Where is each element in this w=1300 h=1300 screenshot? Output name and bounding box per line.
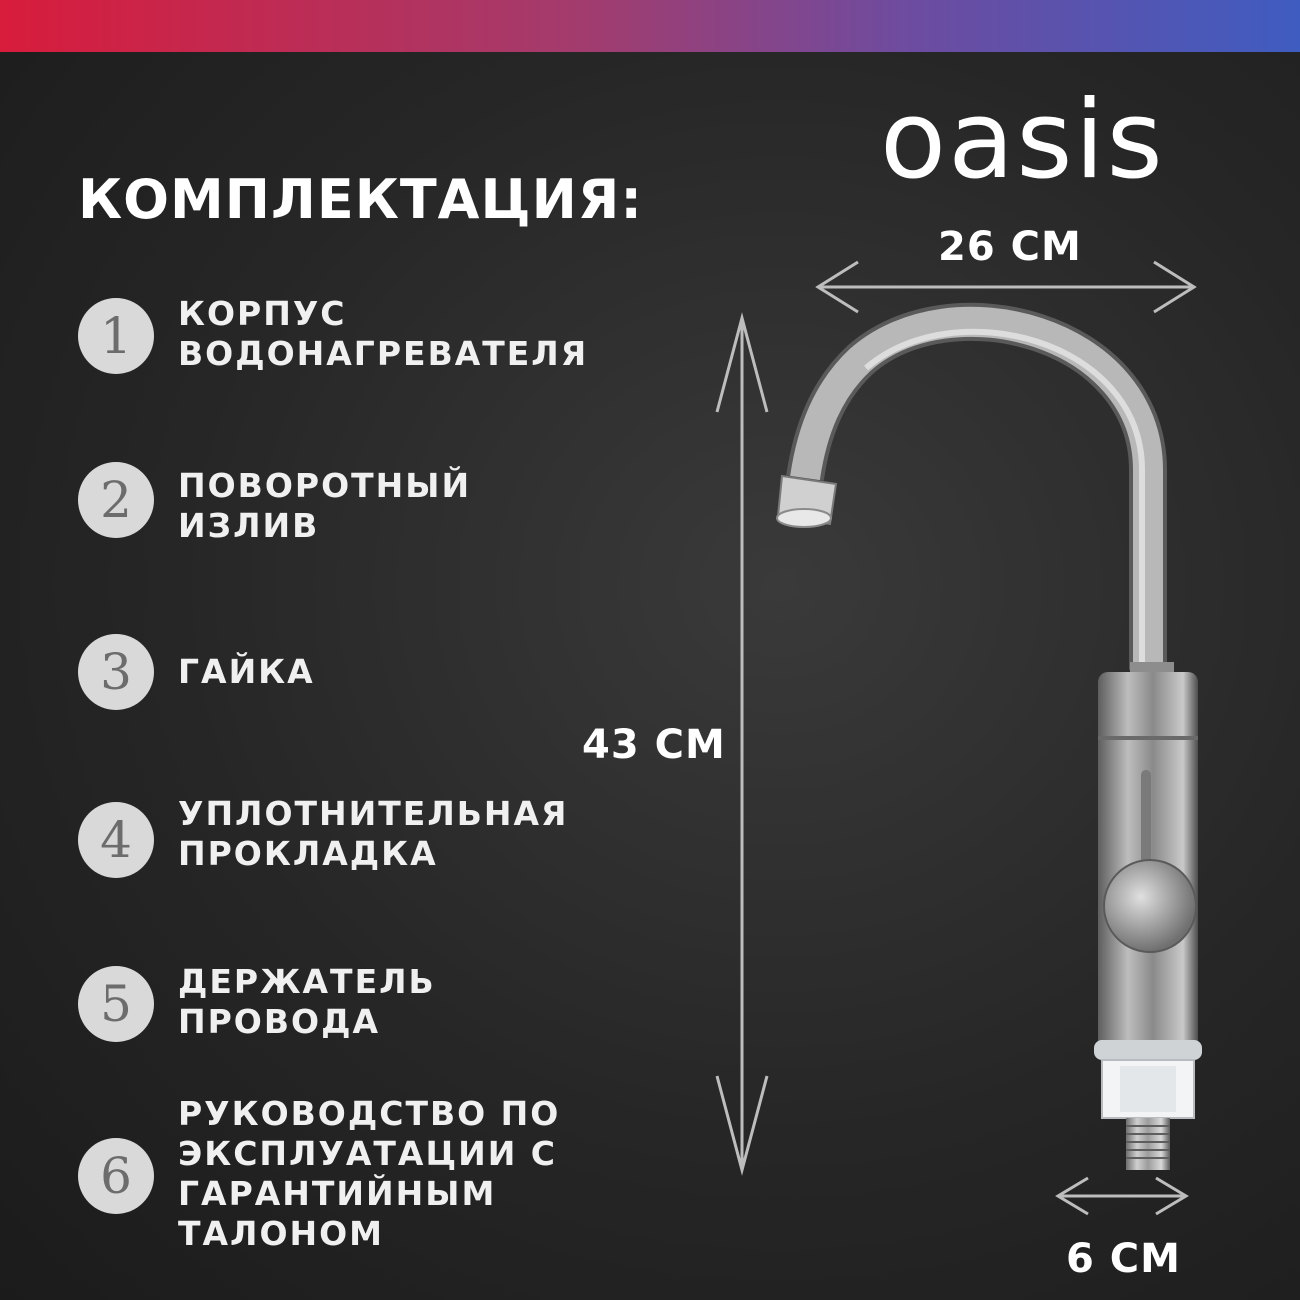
item-label: РУКОВОДСТВО ПО ЭКСПЛУАТАЦИИ С ГАРАНТИЙНЫМ ТАЛОНОМ	[178, 1094, 561, 1253]
item-number-badge: 4	[78, 802, 154, 878]
swivel-spout	[777, 322, 1148, 670]
base-dimension-label: 6 СМ	[1066, 1236, 1181, 1282]
height-dimension-label: 43 СМ	[582, 722, 726, 768]
fastening-nut	[1102, 1060, 1194, 1118]
item-label: ПОВОРОТНЫЙ ИЗЛИВ	[178, 466, 472, 545]
item-number-badge: 3	[78, 634, 154, 710]
item-number-badge: 5	[78, 966, 154, 1042]
item-label: ГАЙКА	[178, 652, 315, 691]
width-dimension-label: 26 СМ	[938, 224, 1082, 270]
item-label: ДЕРЖАТЕЛЬ ПРОВОДА	[178, 962, 436, 1041]
base-dimension-arrow	[1058, 1178, 1186, 1214]
item-number-badge: 1	[78, 298, 154, 374]
oasis-logo: oasis	[880, 78, 1165, 203]
threaded-connector	[1126, 1118, 1170, 1170]
heater-body	[1094, 662, 1202, 1060]
page-title: КОМПЛЕКТАЦИЯ:	[78, 168, 643, 231]
item-number-badge: 2	[78, 462, 154, 538]
item-label: КОРПУС ВОДОНАГРЕВАТЕЛЯ	[178, 294, 589, 373]
item-number-badge: 6	[78, 1138, 154, 1214]
item-label: УПЛОТНИТЕЛЬНАЯ ПРОКЛАДКА	[178, 794, 569, 873]
